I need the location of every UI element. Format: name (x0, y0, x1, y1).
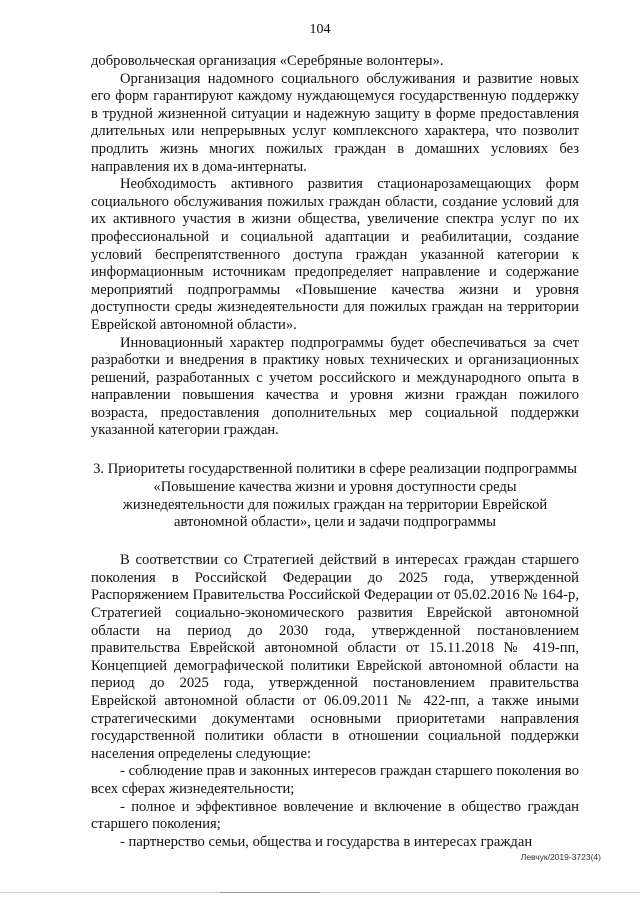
bullet-item-1: - соблюдение прав и законных интересов граждан старшего поколения во всех сферах жизнедеятельности; (91, 763, 579, 797)
bullet-item-2: - полное и эффективное вовлечение и включение в общество граждан старшего поколения; (91, 798, 579, 833)
footer-divider (0, 892, 640, 893)
paragraph-1: добровольческая организация «Серебряные волонтеры». (91, 53, 444, 69)
bullet-item-3: - партнерство семьи, общества и государства в интересах граждан (120, 833, 533, 850)
paragraph-2: Организация надомного социального обслуживания и развитие новых его форм гарантируют каждому нуждающемуся государственную поддержку в трудной жизненной ситуации и надежную защиту в форме предоставления длительных или непрерывных услуг комплексного характера, что позволит продлить жизнь многих пожилых граждан в домашних условиях без направления их в дома-интернаты. (91, 70, 579, 175)
footer-divider-mark (220, 892, 320, 893)
page-number: 104 (309, 22, 331, 37)
document-code: Левчук/2019-3723(4) (520, 852, 601, 862)
paragraph-5: В соответствии со Стратегией действий в интересах граждан старшего поколения в Российской Федерации до 2025 года, утвержденной Распоряжением Правительства Российской Федерации от 05.02.2016 № 164-р, Стратегией социально-экономического развития Еврейской автономной области на период до 2030 года, утвержденной постановлением правительства Еврейской автономной области от 15.11.2018 № 419-пп, Концепцией демографической политики Еврейской автономной области на период до 2025 года, утвержденной постановлением правительства Еврейской автономной области от 06.09.2011 № 422-пп, а также иными стратегическими документами основными приоритетами направления государственной политики области в отношении социальной поддержки населения определены следующие: (91, 552, 579, 762)
section-heading: 3. Приоритеты государственной политики в сфере реализации подпрограммы «Повышение качества жизни и уровня доступности среды жизнедеятельности для пожилых граждан на территории Еврейской автономной области», цели и задачи подпрограммы (93, 461, 577, 531)
paragraph-3: Необходимость активного развития стационарозамещающих форм социального обслуживания пожилых граждан области, создание условий для их активного участия в жизни общества, увеличение спектра услуг по их профессиональной и социальной адаптации и реабилитации, создание условий беспрепятственного доступа граждан указанной категории к информационным источникам предопределяет направление и содержание мероприятий подпрограммы «Повышение качества жизни и уровня доступности среды жизнедеятельности для пожилых граждан на территории Еврейской автономной области». (91, 176, 579, 333)
document-body (91, 53, 579, 851)
paragraph-4: Инновационный характер подпрограммы будет обеспечиваться за счет разработки и внедрения в практику новых технических и организационных решений, разработанных с учетом российского и международного опыта в направлении повышения качества и уровня жизни граждан пожилого возраста, предоставления дополнительных мер социальной поддержки указанной категории граждан. (91, 334, 579, 439)
